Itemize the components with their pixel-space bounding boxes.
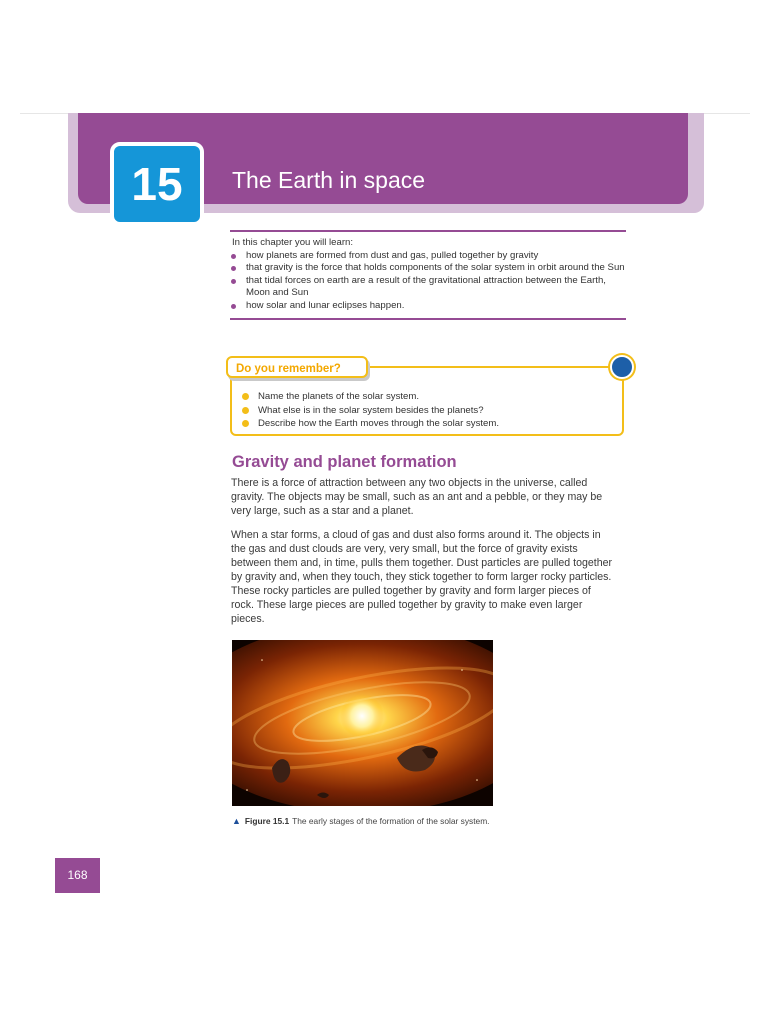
page-number: 168 (55, 858, 100, 893)
triangle-icon: ▲ (232, 816, 241, 826)
section-heading: Gravity and planet formation (232, 453, 457, 471)
remember-item: What else is in the solar system besides the planets? (242, 404, 499, 418)
chapter-number-badge: 15 (110, 142, 204, 226)
learning-item: how planets are formed from dust and gas, pulled together by gravity (230, 250, 626, 263)
remember-item: Describe how the Earth moves through the solar system. (242, 417, 499, 431)
learning-objectives-box (230, 230, 626, 320)
remember-title: Do you remember? (226, 356, 368, 378)
remember-item: Name the planets of the solar system. (242, 390, 499, 404)
figure-caption-text: The early stages of the formation of the solar system. (292, 816, 490, 826)
chapter-title: The Earth in space (232, 167, 426, 193)
learning-intro: In this chapter you will learn: (232, 237, 354, 248)
learning-item: how solar and lunar eclipses happen. (230, 300, 626, 313)
remember-list (242, 390, 499, 431)
circle-icon (610, 355, 634, 379)
body-paragraph: There is a force of attraction between any two objects in the universe, called gravity. The objects may be small, such as an ant and a pebble, or they may be very large, such as a star and a planet. (231, 477, 603, 517)
figure-caption (232, 816, 490, 826)
remember-top-line (372, 366, 612, 368)
learning-item: that tidal forces on earth are a result of the gravitational attraction between the Earth, Moon and Sun (230, 275, 626, 300)
body-paragraph: When a star forms, a cloud of gas and dust also forms around it. The objects in the gas and dust clouds are very, very small, but the force of gravity exists between them and, in time, pulls them together. Dust particles are pulled together by gravity and, when they touch, they stick together to form larger rocky particles. These rocky particles are pulled together by gravity and form larger pieces of rock. These large pieces are pulled together by gravity to make even larger pieces. (231, 529, 613, 625)
learning-list (230, 250, 626, 313)
solar-system-formation-image (232, 640, 493, 806)
solar-system-illustration (232, 640, 493, 806)
learning-item: that gravity is the force that holds components of the solar system in orbit around the Sun (230, 262, 626, 275)
figure-label: Figure 15.1 (244, 816, 290, 826)
